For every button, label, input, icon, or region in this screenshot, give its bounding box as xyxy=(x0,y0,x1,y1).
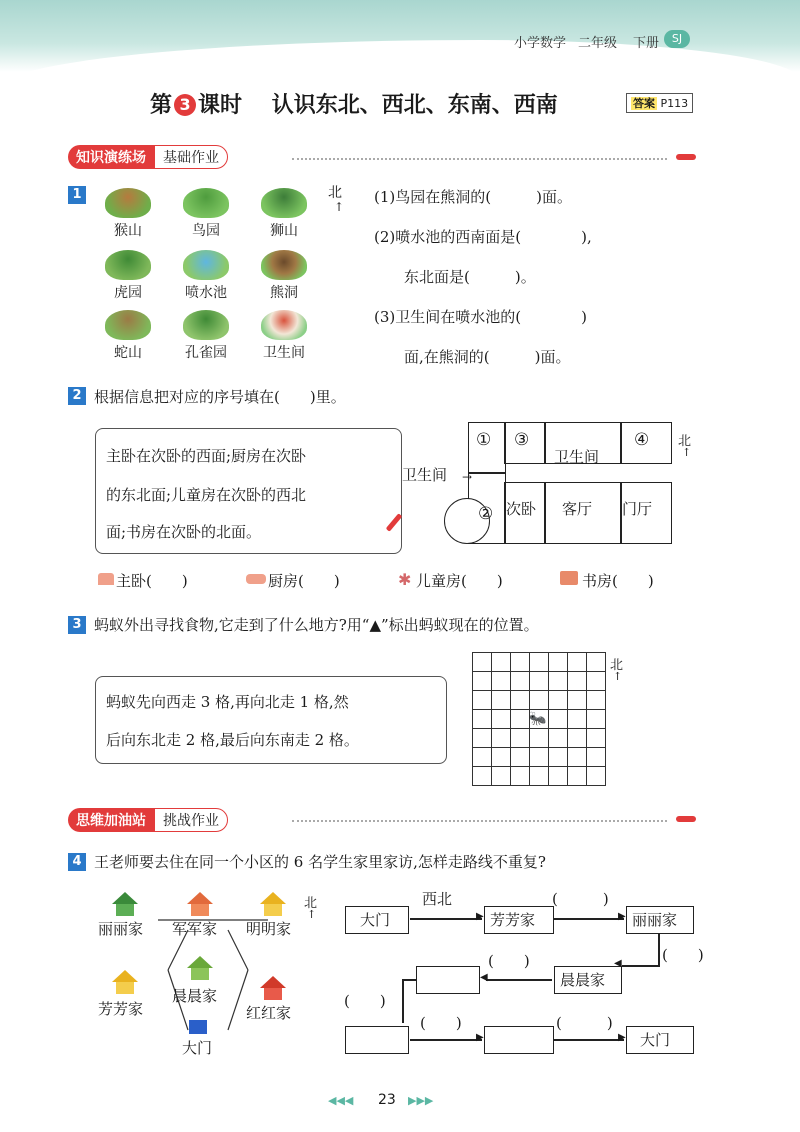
q4-north-label: 北 xyxy=(304,896,318,911)
q1-number: 1 xyxy=(68,186,86,204)
house-icon xyxy=(187,892,213,904)
flow-b3: 丽丽家 xyxy=(632,911,678,929)
tiger-park-icon xyxy=(105,250,151,280)
peacock-park-icon xyxy=(183,310,229,340)
north-arrow-icon: ↑ xyxy=(307,908,317,921)
q3-north-label: 北 xyxy=(610,658,624,673)
flow-dir-7: ( ) xyxy=(556,1014,613,1032)
section-challenge-white: 挑战作业 xyxy=(154,808,228,832)
ant-icon: 🐜 xyxy=(529,711,547,727)
home-label: 红红家 xyxy=(246,1004,292,1022)
q4-prompt: 王老师要去住在同一个小区的 6 名学生家里家访,怎样走路线不重复? xyxy=(94,853,546,871)
title-prefix: 第 xyxy=(150,92,173,118)
flow-dir-3: ( ) xyxy=(662,946,704,964)
flow-line xyxy=(402,979,416,981)
answer-master: 主卧( ) xyxy=(116,572,188,590)
north-arrow-icon: ↑ xyxy=(334,200,345,214)
q1-north-label: 北 xyxy=(328,185,342,201)
q2-info-line: 面;书房在次卧的北面。 xyxy=(106,523,262,541)
q1-line-4: (3)卫生间在喷水池的( ) xyxy=(374,308,587,326)
home-label: 芳芳家 xyxy=(98,1000,144,1018)
room-top-wc-label: 卫生间 xyxy=(554,448,600,466)
q4-number: 4 xyxy=(68,853,86,871)
flow-box-5 xyxy=(416,966,480,994)
house-icon xyxy=(260,976,286,988)
lesson-title xyxy=(150,88,558,119)
header-term: 下册 xyxy=(633,36,660,51)
zoo-map xyxy=(98,186,328,366)
flow-box-6 xyxy=(345,1026,409,1054)
home-label: 明明家 xyxy=(246,920,292,938)
arrow-left-icon: ◀ xyxy=(614,958,622,969)
home-label: 晨晨家 xyxy=(172,987,218,1005)
flow-dir-6: ( ) xyxy=(420,1014,462,1032)
section-basic-white: 基础作业 xyxy=(154,145,228,169)
landmark-label: 喷水池 xyxy=(185,285,227,301)
landmark-label: 熊洞 xyxy=(270,285,298,301)
q2-north-label: 北 xyxy=(678,434,692,449)
restroom-icon xyxy=(261,310,307,340)
landmark-label: 卫生间 xyxy=(263,345,305,361)
q1-line-5: 面,在熊洞的( )面。 xyxy=(404,348,571,366)
q3-number: 3 xyxy=(68,616,86,634)
north-arrow-icon: ↑ xyxy=(682,446,692,459)
lion-hill-icon xyxy=(261,188,307,218)
q2-info-card xyxy=(95,428,402,554)
room-hall-label: 门厅 xyxy=(622,500,653,518)
landmark-label: 猴山 xyxy=(114,223,142,239)
footer-right-arrows: ▶▶▶ xyxy=(408,1094,434,1107)
arrow-right-icon: ▶ xyxy=(476,911,484,922)
gate-icon xyxy=(189,1020,207,1034)
room-3-label: ③ xyxy=(514,430,530,450)
home-label: 大门 xyxy=(182,1039,213,1057)
answer-page: P113 xyxy=(660,97,689,110)
pencil-icon xyxy=(676,816,696,822)
flow-line xyxy=(622,965,660,967)
lesson-number: 3 xyxy=(174,94,196,116)
q1-line-3: 东北面是( )。 xyxy=(404,268,536,286)
q2-number: 2 xyxy=(68,387,86,405)
flow-b2: 芳芳家 xyxy=(490,911,536,929)
page-number: 23 xyxy=(378,1092,396,1108)
neighborhood-map xyxy=(88,890,328,1060)
flow-start: 大门 xyxy=(360,911,391,929)
title-suffix: 课时 xyxy=(198,92,243,118)
fountain-icon xyxy=(183,250,229,280)
room-left-wc-label: 卫生间 xyxy=(402,466,448,484)
flow-dir-2: ( ) xyxy=(552,890,609,908)
title-main: 认识东北、西北、东南、西南 xyxy=(271,92,558,118)
house-icon xyxy=(116,904,134,916)
q3-prompt: 蚂蚁外出寻找食物,它走到了什么地方?用“▲”标出蚂蚁现在的位置。 xyxy=(94,616,539,634)
flow-arrow xyxy=(486,979,552,981)
q3-info-card xyxy=(95,676,447,764)
arrow-right-icon: ▶ xyxy=(476,1032,484,1043)
monkey-hill-icon xyxy=(105,188,151,218)
bird-park-icon xyxy=(183,188,229,218)
bear-cave-icon xyxy=(261,250,307,280)
arrow-right-icon: ▶ xyxy=(618,1032,626,1043)
answer-kids: 儿童房( ) xyxy=(416,572,503,590)
ant-grid xyxy=(472,652,606,786)
q3-info-line: 后向东北走 2 格,最后向东南走 2 格。 xyxy=(106,731,359,749)
landmark-label: 孔雀园 xyxy=(185,345,227,361)
q2-info-line: 的东北面;儿童房在次卧的西北 xyxy=(106,486,307,504)
flow-end: 大门 xyxy=(640,1031,671,1049)
house-icon xyxy=(264,988,282,1000)
landmark-label: 狮山 xyxy=(270,223,298,239)
bed-icon xyxy=(98,573,114,585)
pencil-icon xyxy=(676,154,696,160)
flow-dir-5: ( ) xyxy=(344,992,386,1010)
snake-hill-icon xyxy=(105,310,151,340)
flow-arrow xyxy=(410,1039,482,1041)
flow-b4: 晨晨家 xyxy=(560,971,606,989)
section-divider xyxy=(292,158,667,160)
flow-arrow xyxy=(410,918,482,920)
flow-dir-4: ( ) xyxy=(488,952,530,970)
flow-line xyxy=(402,979,404,1023)
house-icon xyxy=(116,982,134,994)
arrow-right-icon: ▶ xyxy=(618,911,626,922)
room-living-label: 客厅 xyxy=(562,500,593,518)
house-icon xyxy=(112,892,138,904)
q1-line-2: (2)喷水池的西南面是( ), xyxy=(374,228,592,246)
landmark-label: 蛇山 xyxy=(114,345,142,361)
house-icon xyxy=(191,904,209,916)
q2-prompt: 根据信息把对应的序号填在( )里。 xyxy=(94,388,346,406)
home-label: 丽丽家 xyxy=(98,920,144,938)
header-grade: 二年级 xyxy=(578,36,618,51)
header-subject: 小学数学 xyxy=(514,36,567,51)
house-icon xyxy=(260,892,286,904)
flow-arrow xyxy=(554,918,624,920)
home-label: 军军家 xyxy=(172,920,218,938)
room-second-label: 次卧 xyxy=(506,500,537,518)
arrow-left-icon: ◀ xyxy=(480,972,488,983)
flow-dir-1: 西北 xyxy=(422,890,453,908)
flow-line xyxy=(658,933,660,965)
landmark-label: 虎园 xyxy=(114,285,142,301)
house-icon xyxy=(191,968,209,980)
room-1-label: ① xyxy=(476,430,492,450)
north-arrow-icon: ↑ xyxy=(613,670,623,683)
flow-arrow xyxy=(554,1039,624,1041)
landmark-label: 鸟园 xyxy=(192,223,220,239)
floor-plan xyxy=(402,420,692,554)
arrow-right-icon: → xyxy=(462,470,473,484)
books-icon xyxy=(560,571,578,585)
q3-info-line: 蚂蚁先向西走 3 格,再向北走 1 格,然 xyxy=(106,693,349,711)
room-4-label: ④ xyxy=(634,430,650,450)
house-icon xyxy=(264,904,282,916)
answer-study: 书房( ) xyxy=(582,572,654,590)
house-icon xyxy=(187,956,213,968)
section-divider xyxy=(292,820,667,822)
pinwheel-icon: ✱ xyxy=(398,570,412,589)
section-basic xyxy=(68,145,228,169)
flow-box-7 xyxy=(484,1026,554,1054)
section-challenge-red: 思维加油站 xyxy=(68,808,154,832)
edition-badge: SJ xyxy=(664,30,690,48)
section-challenge xyxy=(68,808,228,832)
section-basic-red: 知识演练场 xyxy=(68,145,154,169)
q2-info-line: 主卧在次卧的西面;厨房在次卧 xyxy=(106,447,307,465)
pan-icon xyxy=(246,574,266,584)
answer-label: 答案 xyxy=(633,97,655,110)
house-icon xyxy=(112,970,138,982)
answer-ref xyxy=(626,93,693,113)
q1-line-1: (1)鸟园在熊洞的( )面。 xyxy=(374,188,572,206)
room-2-label: ② xyxy=(478,504,494,524)
answer-kitchen: 厨房( ) xyxy=(268,572,340,590)
footer-left-arrows: ◀◀◀ xyxy=(328,1094,354,1107)
